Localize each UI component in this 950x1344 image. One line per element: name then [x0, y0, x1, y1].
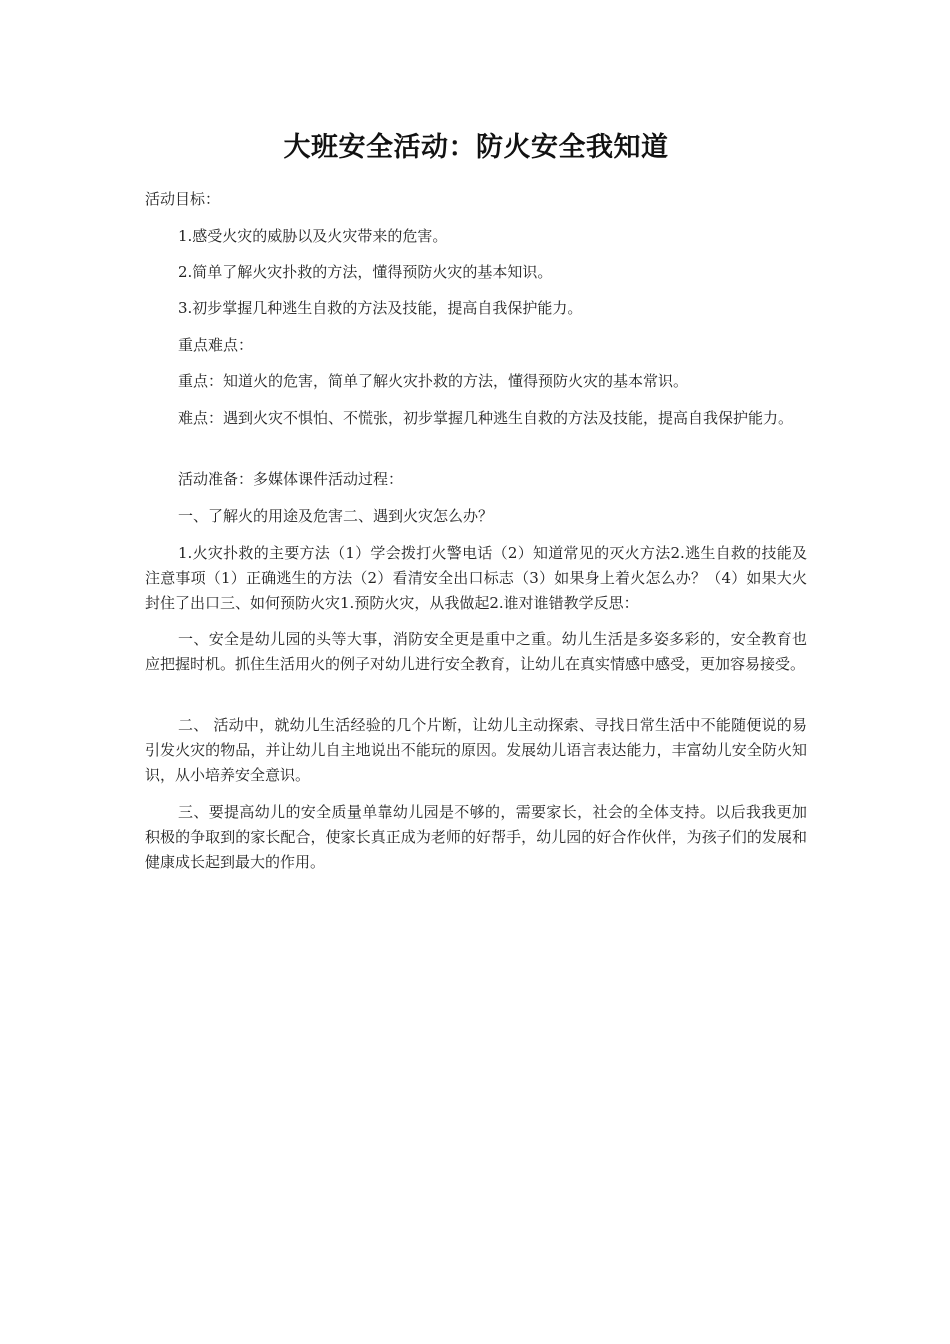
paragraph-objective-2: 2.简单了解火灾扑救的方法，懂得预防火灾的基本知识。: [178, 263, 553, 281]
paragraph-reflection-3: 三、要提高幼儿的安全质量单靠幼儿园是不够的，需要家长，社会的全体支持。以后我我更加积极的争取到的家长配合，使家长真正成为老师的好帮手，幼儿园的好合作伙伴，为孩子们的发展和健康成长起到最大的作用。: [145, 803, 807, 871]
paragraph-key-point: 重点：知道火的危害，简单了解火灾扑救的方法，懂得预防火灾的基本常识。: [178, 372, 689, 390]
paragraph-difficulty: 难点：遇到火灾不惧怕、不慌张，初步掌握几种逃生自救的方法及技能，提高自我保护能力。: [178, 409, 794, 427]
paragraph-process-2: 1.火灾扑救的主要方法（1）学会拨打火警电话（2）知道常见的灭火方法2.逃生自救的技能及注意事项（1）正确逃生的方法（2）看清安全出口标志（3）如果身上着火怎么办？（4）如果大火封住了出口三、如何预防火灾1.预防火灾，从我做起2.谁对谁错教学反思：: [145, 544, 807, 612]
paragraph-reflection-1: 一、安全是幼儿园的头等大事，消防安全更是重中之重。幼儿生活是多姿多彩的，安全教育也应把握时机。抓住生活用火的例子对幼儿进行安全教育，让幼儿在真实情感中感受，更加容易接受。: [145, 630, 807, 673]
page-title: 大班安全活动：防火安全我知道: [283, 132, 669, 163]
paragraph-objective-3: 3.初步掌握几种逃生自救的方法及技能，提高自我保护能力。: [178, 299, 583, 317]
paragraph-objectives-heading: 活动目标：: [145, 190, 221, 208]
paragraph-process-1: 一、了解火的用途及危害二、遇到火灾怎么办？: [178, 507, 494, 525]
paragraph-reflection-2: 二、 活动中，就幼儿生活经验的几个片断，让幼儿主动探索、寻找日常生活中不能随便说的易引发火灾的物品，并让幼儿自主地说出不能玩的原因。发展幼儿语言表达能力，丰富幼儿安全防火知识，从小培养安全意识。: [145, 716, 807, 784]
paragraph-key-points-heading: 重点难点：: [178, 336, 254, 354]
paragraph-objective-1: 1.感受火灾的威胁以及火灾带来的危害。: [178, 227, 448, 245]
paragraph-preparation: 活动准备：多媒体课件活动过程：: [178, 470, 404, 488]
